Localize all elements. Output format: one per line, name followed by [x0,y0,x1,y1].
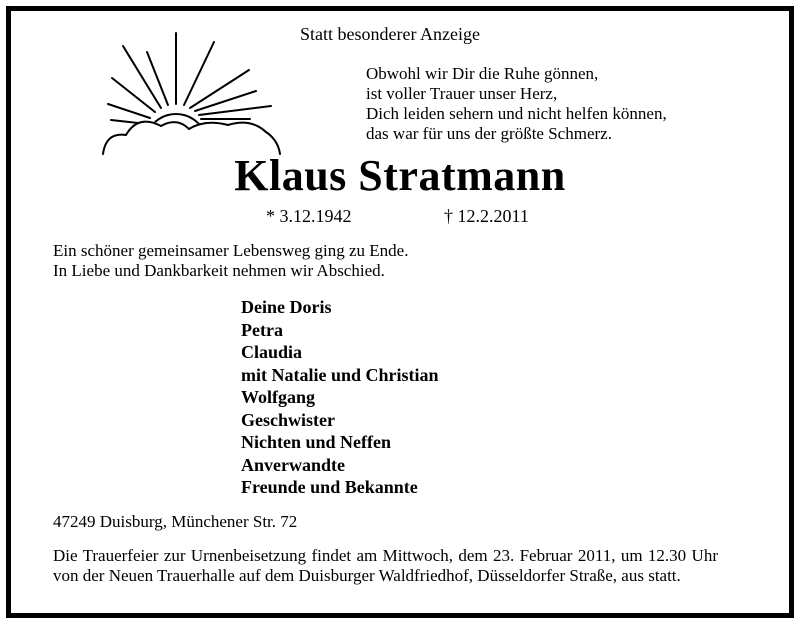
deceased-name: Klaus Stratmann [234,151,566,200]
death-date: † 12.2.2011 [444,206,529,226]
mourner: Wolfgang [241,387,316,407]
poem-line: das war für uns der größte Schmerz. [366,124,612,143]
mourners-list [241,296,439,499]
address: 47249 Duisburg, Münchener Str. 72 [53,512,298,531]
mourner: Claudia [241,342,303,362]
birth-date: * 3.12.1942 [266,206,352,226]
poem-line: Dich leiden sehern und nicht helfen können, [366,104,667,123]
poem-line: ist voller Trauer unser Herz, [366,84,558,103]
poem-line: Obwohl wir Dir die Ruhe gönnen, [366,64,599,83]
intro-line: In Liebe und Dankbarkeit nehmen wir Abschied. [53,261,385,280]
intro-line: Ein schöner gemeinsamer Lebensweg ging zu Ende. [53,241,409,260]
mourner: Petra [241,319,283,340]
notice-header: Statt besonderer Anzeige [300,24,480,44]
mourner: Nichten und Neffen [241,432,392,452]
mourner: Freunde und Bekannte [241,477,418,497]
mourner: Geschwister [241,409,335,430]
intro-text [53,241,408,281]
poem [366,64,667,144]
rising-sun-over-clouds-icon [100,30,290,160]
mourner: Deine Doris [241,297,332,317]
mourner: mit Natalie und Christian [241,364,439,385]
service-info: Die Trauerfeier zur Urnenbeisetzung findet am Mittwoch, dem 23. Februar 2011, um 12.30 Uhr von der Neuen Trauerhalle auf dem Duisburger Waldfriedhof, Düsseldorfer Straße, aus statt. [53,546,718,585]
mourner: Anverwandte [241,454,345,475]
